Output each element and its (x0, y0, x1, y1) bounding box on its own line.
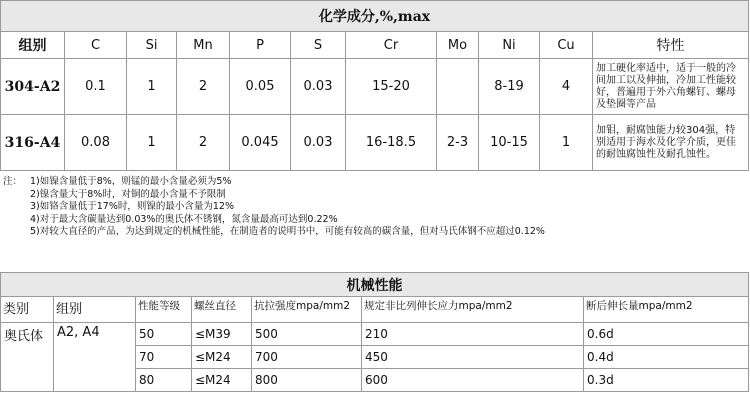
tensile-value: 700 (252, 346, 362, 369)
cu-value: 1 (540, 115, 593, 171)
grade-value: 50 (136, 323, 192, 346)
header-group: 组别 (1, 32, 65, 59)
header-diameter: 螺丝直径 (192, 297, 252, 323)
si-value: 1 (127, 115, 177, 171)
s-value: 0.03 (291, 115, 346, 171)
elongation-value: 0.6d (584, 323, 749, 346)
diameter-value: ≤M24 (192, 369, 252, 392)
header-ni: Ni (479, 32, 540, 59)
mechanical-table-title: 机械性能 (1, 273, 749, 297)
note-text: 4)对于最大含碳量达到0.03%的奥氏体不锈钢，氮含量最高可达到0.22% (30, 213, 338, 225)
c-value: 0.1 (65, 59, 127, 115)
elongation-value: 0.4d (584, 346, 749, 369)
note-text: 5)对较大直径的产品，为达到规定的机械性能，在制造者的说明书中，可能有较高的碳含量，但对马氏体钢不应超过0.12% (30, 226, 545, 237)
header-property: 特性 (593, 32, 749, 59)
mo-value: 2-3 (437, 115, 479, 171)
note-line (3, 189, 743, 202)
header-p: P (230, 32, 291, 59)
header-mo: Mo (437, 32, 479, 59)
group-cell: A2, A4 (54, 323, 136, 392)
header-group: 组别 (54, 297, 136, 323)
yield-value: 450 (362, 346, 584, 369)
elongation-value: 0.3d (584, 369, 749, 392)
note-line (3, 226, 743, 239)
diameter-value: ≤M24 (192, 346, 252, 369)
header-yield: 规定非比列伸长应力mpa/mm2 (362, 297, 584, 323)
tensile-value: 800 (252, 369, 362, 392)
note-text: 3)如铬含量低于17%时，则镍的最小含量为12% (30, 201, 234, 212)
table-row (1, 323, 749, 346)
header-s: S (291, 32, 346, 59)
note-line (3, 201, 743, 214)
mn-value: 2 (177, 59, 230, 115)
grade-value: 70 (136, 346, 192, 369)
note-line (3, 214, 743, 227)
property-description: 加工硬化率适中，适于一般的冷间加工以及伸抽，冷加工性能较好，普遍用于外六角螺钉、螺母及垫圈等产品 (593, 59, 749, 115)
chemical-composition-table (0, 0, 749, 171)
cr-value: 16-18.5 (346, 115, 437, 171)
p-value: 0.045 (230, 115, 291, 171)
table-row (1, 59, 749, 115)
header-grade: 性能等级 (136, 297, 192, 323)
c-value: 0.08 (65, 115, 127, 171)
note-line (3, 176, 743, 189)
header-category: 类别 (1, 297, 54, 323)
s-value: 0.03 (291, 59, 346, 115)
yield-value: 600 (362, 369, 584, 392)
header-mn: Mn (177, 32, 230, 59)
mechanical-properties-table (0, 272, 749, 392)
tensile-value: 500 (252, 323, 362, 346)
chemical-table-title: 化学成分,%,max (1, 1, 749, 32)
property-description: 加钼，耐腐蚀能力较304强，特别适用于海水及化学介质，更佳的耐蚀腐蚀性及耐孔蚀性。 (593, 115, 749, 171)
note-text: 2)镍含量大于8%时，对铜的最小含量不予限制 (30, 188, 226, 200)
notes-prefix: 注： (3, 176, 23, 187)
yield-value: 210 (362, 323, 584, 346)
mechanical-header-row (1, 297, 749, 323)
header-elongation: 断后伸长量mpa/mm2 (584, 297, 749, 323)
diameter-value: ≤M39 (192, 323, 252, 346)
table-row (1, 115, 749, 171)
cu-value: 4 (540, 59, 593, 115)
si-value: 1 (127, 59, 177, 115)
chemical-header-row (1, 32, 749, 59)
header-si: Si (127, 32, 177, 59)
ni-value: 8-19 (479, 59, 540, 115)
header-cu: Cu (540, 32, 593, 59)
category-cell: 奥氏体 (1, 323, 54, 392)
header-tensile: 抗拉强度mpa/mm2 (252, 297, 362, 323)
mn-value: 2 (177, 115, 230, 171)
notes-block (3, 176, 743, 239)
p-value: 0.05 (230, 59, 291, 115)
grade-cell: 316-A4 (1, 115, 65, 171)
header-cr: Cr (346, 32, 437, 59)
ni-value: 10-15 (479, 115, 540, 171)
cr-value: 15-20 (346, 59, 437, 115)
grade-cell: 304-A2 (1, 59, 65, 115)
header-c: C (65, 32, 127, 59)
mo-value (437, 59, 479, 115)
note-text: 1)如镍含量低于8%，则锰的最小含量必须为5% (30, 176, 232, 187)
grade-value: 80 (136, 369, 192, 392)
